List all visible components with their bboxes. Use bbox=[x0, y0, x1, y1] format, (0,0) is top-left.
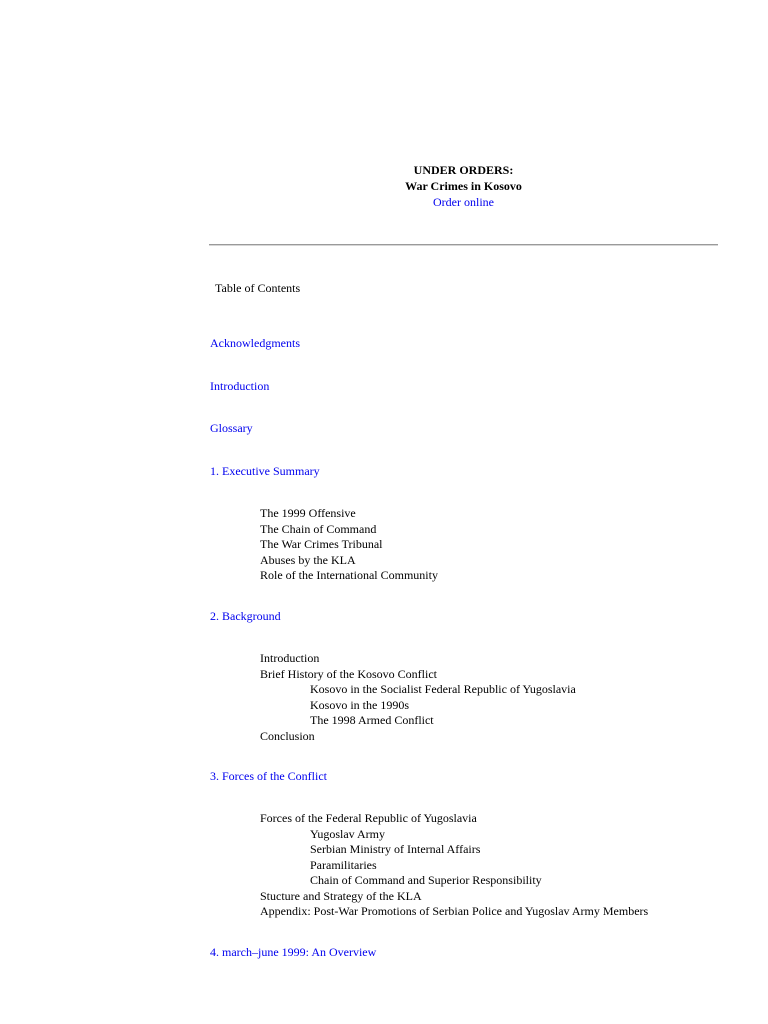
toc-link-background[interactable]: 2. Background bbox=[210, 609, 281, 623]
toc-link-march-june-1999-overview[interactable]: 4. march–june 1999: An Overview bbox=[210, 945, 377, 959]
toc-subitem: Forces of the Federal Republic of Yugoslavia bbox=[260, 811, 477, 825]
horizontal-divider bbox=[209, 244, 718, 246]
toc-subitem: The 1999 Offensive bbox=[260, 506, 356, 520]
toc-subsubitem: The 1998 Armed Conflict bbox=[310, 713, 434, 727]
toc-subitem: Introduction bbox=[260, 651, 320, 665]
toc-subitem: The War Crimes Tribunal bbox=[260, 537, 383, 551]
toc-link-introduction[interactable]: Introduction bbox=[210, 379, 270, 393]
toc-subsubitem: Kosovo in the Socialist Federal Republic of Yugoslavia bbox=[310, 682, 576, 696]
toc-subitem: Stucture and Strategy of the KLA bbox=[260, 888, 422, 903]
forces-sections bbox=[260, 811, 648, 920]
toc-link-acknowledgments[interactable]: Acknowledgments bbox=[210, 336, 300, 350]
toc-subitem: Role of the International Community bbox=[260, 568, 438, 582]
toc-link-glossary[interactable]: Glossary bbox=[210, 421, 253, 435]
toc-heading: Table of Contents bbox=[215, 281, 301, 295]
toc-subitem: Conclusion bbox=[260, 728, 315, 743]
executive-summary-sections bbox=[260, 506, 438, 584]
background-sections bbox=[260, 651, 576, 744]
document-header bbox=[209, 162, 718, 210]
order-online-link[interactable]: Order online bbox=[433, 195, 494, 209]
toc-subitem: Abuses by the KLA bbox=[260, 552, 356, 567]
title-line-2: War Crimes in Kosovo bbox=[405, 179, 522, 193]
toc-subitem: Brief History of the Kosovo Conflict bbox=[260, 666, 437, 681]
toc-subsubitem: Chain of Command and Superior Responsibility bbox=[310, 873, 542, 887]
toc-link-forces-of-the-conflict[interactable]: 3. Forces of the Conflict bbox=[210, 769, 327, 783]
toc-subsubitem: Serbian Ministry of Internal Affairs bbox=[310, 842, 481, 856]
title-line-1: UNDER ORDERS: bbox=[413, 163, 514, 177]
toc-subsubitem: Paramilitaries bbox=[310, 857, 377, 872]
toc-subsubitem: Yugoslav Army bbox=[310, 826, 385, 841]
toc-link-executive-summary[interactable]: 1. Executive Summary bbox=[210, 464, 320, 478]
toc-subitem: The Chain of Command bbox=[260, 521, 377, 536]
toc-subitem: Appendix: Post-War Promotions of Serbian Police and Yugoslav Army Members bbox=[260, 904, 649, 918]
toc-subsubitem: Kosovo in the 1990s bbox=[310, 697, 409, 712]
